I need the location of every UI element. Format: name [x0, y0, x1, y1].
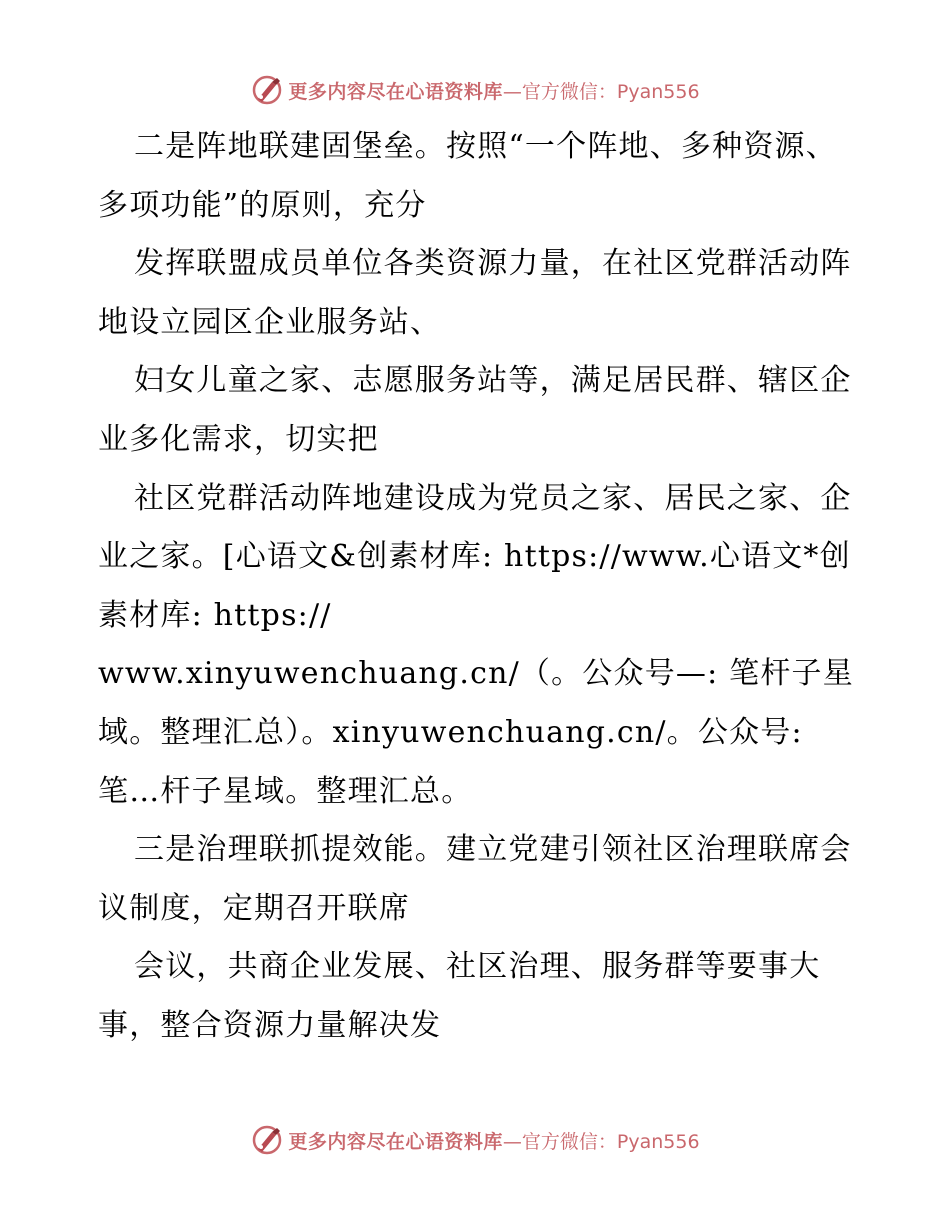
pen-logo-icon: [250, 73, 284, 107]
footer-banner: [0, 1120, 950, 1160]
paragraph-6: 三是治理联抓提效能。建立党建引领社区治理联席会议制度，定期召开联席: [98, 832, 852, 926]
document-body: [98, 118, 858, 1056]
paragraph-1: 二是阵地联建固堡垒。按照“一个阵地、多种资源、多项功能”的原则，充分: [98, 129, 837, 223]
paragraph-7: 会议，共商企业发展、社区治理、服务群等要事大事，整合资源力量解决发: [98, 949, 821, 1043]
footer-title: 更多内容尽在心语资料库: [288, 1130, 503, 1153]
header-banner: [0, 70, 950, 110]
paragraph-5: www.xinyuwenchuang.cn/（。公众号—: 笔杆子星域。整理汇总）。xinyuwenchuang.cn/。公众号: 笔…杆子星域。整理汇总。: [98, 656, 854, 809]
header-title: 更多内容尽在心语资料库: [288, 80, 503, 103]
footer-wechat: —官方微信：Pyan556: [502, 1130, 700, 1153]
paragraph-2: 发挥联盟成员单位各类资源力量，在社区党群活动阵地设立园区企业服务站、: [98, 246, 852, 340]
paragraph-3: 妇女儿童之家、志愿服务站等，满足居民群、辖区企业多化需求，切实把: [98, 363, 852, 457]
paragraph-4: 社区党群活动阵地建设成为党员之家、居民之家、企业之家。[心语文&创素材库: https://www.心语文*创素材库: https://: [98, 480, 852, 633]
pen-logo-icon: [250, 1123, 284, 1157]
header-wechat: —官方微信：Pyan556: [502, 80, 700, 103]
